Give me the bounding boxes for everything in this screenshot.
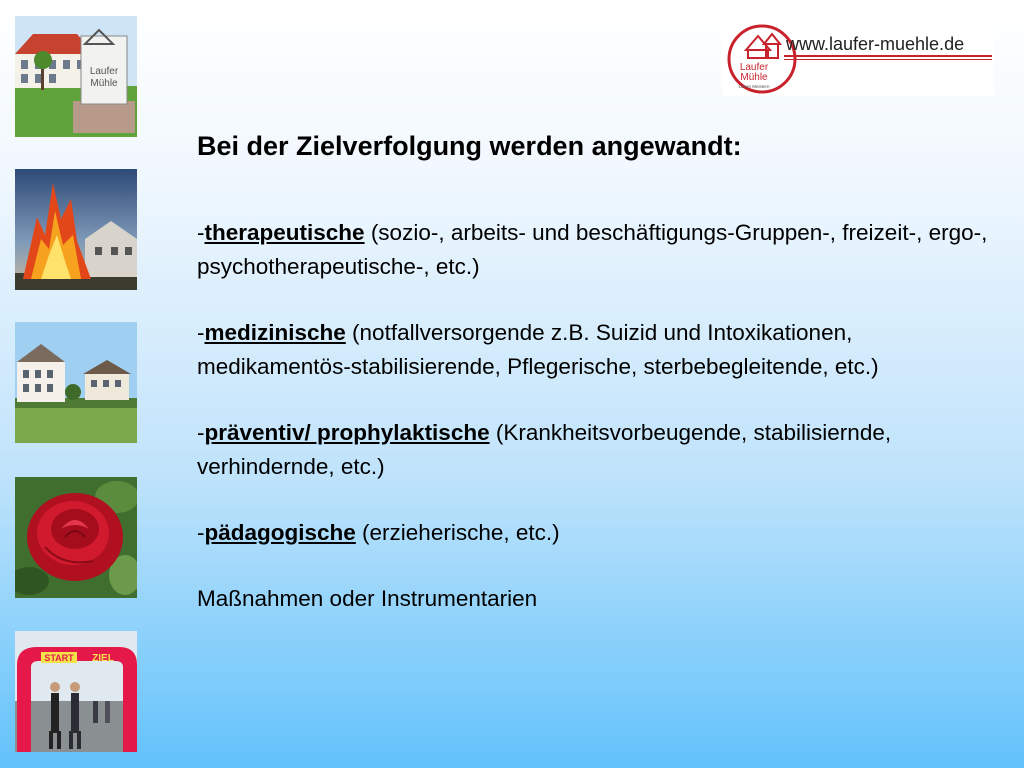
item-term: medizinische (204, 320, 346, 345)
building-photo (15, 16, 137, 137)
list-item-praeventiv (197, 416, 997, 484)
item-dash: - (197, 320, 205, 345)
item-dash: - (197, 420, 205, 445)
item-description: (notfallversorgende z.B. Suizid und Intoxikationen, medikamentös-stabilisierende, Pflegerische, sterbebegleitende, etc.) (197, 320, 879, 379)
bonfire-photo-illustration (15, 169, 137, 290)
buildings-photo (15, 322, 137, 443)
logo-emblem-line2: Mühle (740, 72, 768, 83)
sign-text-2: Mühle (90, 78, 118, 89)
slide-content (197, 128, 997, 616)
item-description: (Krankheitsvorbeugende, stabilisiernde, verhindernde, etc.) (197, 420, 892, 479)
closing-line: Maßnahmen oder Instrumentarien (197, 586, 538, 611)
logo-underline-top (784, 55, 992, 57)
buildings-photo-illustration (15, 322, 137, 443)
item-description: (erzieherische, etc.) (355, 520, 560, 545)
logo-underline-bottom (784, 59, 992, 60)
race-finish-photo-illustration (15, 631, 137, 752)
rose-photo-illustration (15, 477, 137, 598)
item-term: therapeutische (204, 220, 365, 245)
logo-url-text[interactable]: www.laufer-muehle.de (786, 34, 965, 54)
item-dash: - (197, 520, 205, 545)
arch-ziel-text: ZIEL (92, 653, 114, 664)
item-term: pädagogische (204, 520, 356, 545)
item-dash: - (197, 220, 205, 245)
list-item-therapeutische (197, 216, 997, 284)
logo-emblem-tagline: Leben Meistern (738, 84, 770, 89)
laufer-muehle-logo[interactable] (722, 20, 994, 96)
item-description: (sozio-, arbeits- und beschäftigungs-Gruppen-, freizeit-, ergo-, psychotherapeutische-, etc.) (197, 220, 988, 279)
logo-emblem-line1: Laufer (739, 62, 769, 73)
building-photo-illustration (15, 16, 137, 137)
bonfire-photo (15, 169, 137, 290)
sign-text-1: Laufer (89, 66, 119, 77)
item-term: präventiv/ prophylaktische (204, 420, 490, 445)
list-item-paedagogische (197, 516, 997, 550)
list-item-medizinische (197, 316, 997, 384)
rose-photo (15, 477, 137, 598)
race-finish-photo (15, 631, 137, 752)
arch-start-text: START (44, 653, 74, 663)
slide-heading: Bei der Zielverfolgung werden angewandt: (197, 131, 742, 161)
